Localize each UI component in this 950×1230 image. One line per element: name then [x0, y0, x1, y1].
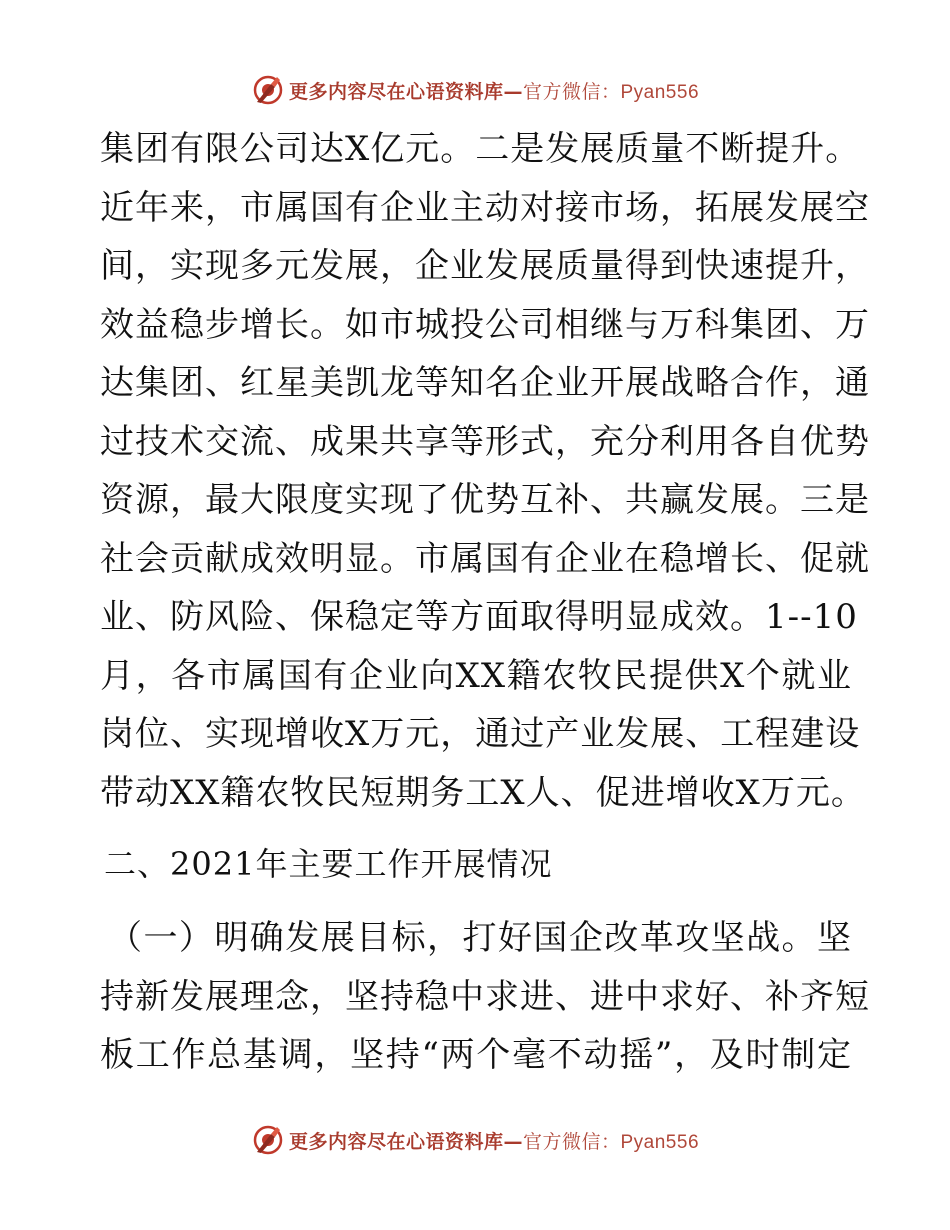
banner-text: 更多内容尽在心语资料库—官方微信：Pyan556: [288, 80, 700, 103]
section-line: （一）明确发展目标，打好国企改革攻坚战。坚: [108, 918, 852, 958]
body-line: 集团有限公司达X亿元。二是发展质量不断提升。: [100, 129, 861, 169]
body-line: 社会贡献成效明显。市属国有企业在稳增长、促就: [100, 538, 870, 579]
body-line: 资源，最大限度实现了优势互补、共赢发展。三是: [100, 480, 870, 520]
body-line: 间，实现多元发展，企业发展质量得到快速提升，: [100, 246, 870, 286]
body-line: 达集团、红星美凯龙等知名企业开展战略合作，通: [100, 363, 870, 403]
section-heading: 二、2021年主要工作开展情况: [104, 845, 553, 883]
section-line: 板工作总基调，坚持“两个毫不动摇”，及时制定: [100, 1035, 852, 1075]
body-line: 业、防风险、保稳定等方面取得明显成效。1--10: [100, 597, 858, 637]
section-line: 持新发展理念，坚持稳中求进、进中求好、补齐短: [100, 976, 870, 1017]
pen-logo-icon: [251, 1123, 285, 1157]
pen-logo-icon: [251, 73, 285, 107]
footer-watermark-banner: [0, 1118, 950, 1162]
header-watermark-banner: [0, 68, 950, 112]
banner-text: 更多内容尽在心语资料库—官方微信：Pyan556: [288, 1130, 700, 1153]
body-line: 月，各市属国有企业向XX籍农牧民提供X个就业: [100, 655, 852, 696]
document-body: [100, 120, 870, 822]
body-line: 效益稳步增长。如市城投公司相继与万科集团、万: [100, 304, 870, 345]
body-line: 过技术交流、成果共享等形式，充分利用各自优势: [100, 421, 870, 462]
body-line: 近年来，市属国有企业主动对接市场，拓展发展空: [100, 187, 870, 228]
body-line: 岗位、实现增收X万元，通过产业发展、工程建设: [100, 714, 861, 754]
body-line: 带动XX籍农牧民短期务工X人、促进增收X万元。: [100, 772, 866, 813]
section-paragraph: [100, 909, 870, 1085]
